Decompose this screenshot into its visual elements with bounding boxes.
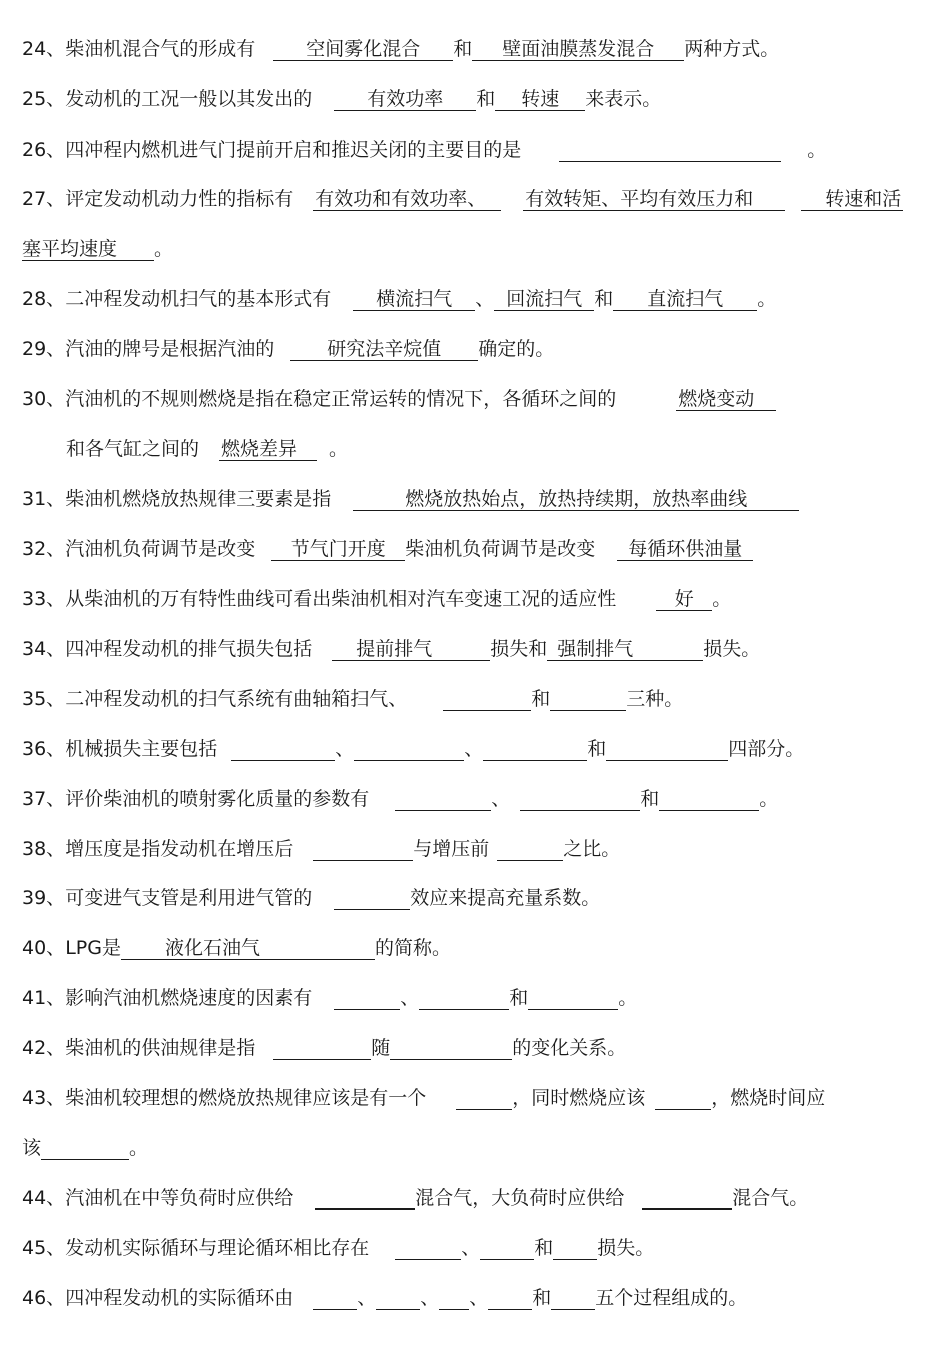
answer-blank <box>395 1237 461 1260</box>
question-text: 和 <box>587 738 607 760</box>
question-text: 机械损失主要包括 <box>65 738 218 760</box>
answer-blank <box>390 1037 512 1060</box>
answer-blank: 燃烧变动 <box>676 388 776 411</box>
question-number: 40、 <box>22 937 66 959</box>
question-36 <box>22 737 932 761</box>
question-text: 、 <box>491 788 511 810</box>
question-text: 损失。 <box>597 1237 655 1259</box>
question-27-continued <box>22 237 932 261</box>
question-text: 。 <box>618 987 638 1009</box>
question-text: ，同时燃烧应该 <box>512 1087 646 1109</box>
question-text: 二冲程发动机扫气的基本形式有 <box>65 288 332 310</box>
question-45 <box>22 1236 932 1260</box>
question-text: 该 <box>22 1137 42 1159</box>
question-text: 柴油机燃烧放热规律三要素是指 <box>65 488 332 510</box>
question-number: 25、 <box>22 88 66 110</box>
question-number: 37、 <box>22 788 66 810</box>
question-text: 、 <box>469 1287 489 1309</box>
question-number: 24、 <box>22 38 66 60</box>
question-text: 。 <box>807 139 827 161</box>
question-text: 的简称。 <box>374 937 451 959</box>
question-text: 确定的。 <box>478 338 555 360</box>
question-text: 和 <box>594 288 614 310</box>
answer-blank: 直流扫气 <box>613 288 757 311</box>
question-24 <box>22 37 932 61</box>
question-number: 41、 <box>22 987 66 1009</box>
question-text: 和 <box>509 987 529 1009</box>
answer-blank <box>642 1186 732 1210</box>
answer-blank <box>334 887 410 910</box>
question-text: 的变化关系。 <box>512 1037 627 1059</box>
question-number: 32、 <box>22 538 66 560</box>
question-32 <box>22 537 932 561</box>
question-text: 。 <box>759 788 779 810</box>
question-number: 27、 <box>22 188 66 210</box>
question-28 <box>22 287 932 311</box>
answer-blank: 液化石油气 <box>121 937 375 960</box>
answer-blank <box>315 1186 415 1210</box>
question-30-continued <box>66 437 950 461</box>
answer-blank: 强制排气 <box>547 638 703 661</box>
question-text: 损失。 <box>703 638 761 660</box>
question-number: 31、 <box>22 488 66 510</box>
question-text: 与增压前 <box>413 838 490 860</box>
answer-blank <box>273 1037 371 1060</box>
answer-blank <box>480 1237 534 1260</box>
answer-blank: 有效转矩、平均有效压力和 <box>523 188 785 211</box>
question-number: 42、 <box>22 1037 66 1059</box>
answer-blank <box>395 788 491 811</box>
answer-blank: 有效功和有效功率、 <box>313 188 501 211</box>
question-number: 30、 <box>22 388 66 410</box>
answer-blank: 节气门开度 <box>271 538 405 561</box>
answer-blank <box>354 738 464 761</box>
answer-blank: 燃烧差异 <box>219 438 317 461</box>
question-text: 发动机实际循环与理论循环相比存在 <box>65 1237 370 1259</box>
question-text: 汽油机的不规则燃烧是指在稳定正常运转的情况下，各循环之间的 <box>65 388 617 410</box>
question-text: 二冲程发动机的扫气系统有曲轴箱扫气、 <box>65 688 408 710</box>
question-text: 评定发动机动力性的指标有 <box>65 188 294 210</box>
question-number: 28、 <box>22 288 66 310</box>
question-text: 和 <box>531 688 551 710</box>
question-30 <box>22 387 932 411</box>
question-25 <box>22 87 932 111</box>
answer-blank: 回流扫气 <box>494 288 594 311</box>
question-text: 发动机的工况一般以其发出的 <box>65 88 313 110</box>
answer-blank <box>334 987 400 1010</box>
answer-blank: 好 <box>656 588 712 611</box>
question-37 <box>22 787 932 811</box>
answer-blank: 提前排气 <box>332 638 490 661</box>
answer-blank <box>551 1287 595 1310</box>
question-text: 柴油机较理想的燃烧放热规律应该是有一个 <box>65 1087 427 1109</box>
question-text: 五个过程组成的。 <box>595 1287 748 1309</box>
question-number: 26、 <box>22 139 66 161</box>
question-26 <box>22 138 932 162</box>
question-text: 、 <box>461 1237 481 1259</box>
question-46 <box>22 1286 932 1310</box>
answer-blank <box>231 738 335 761</box>
answer-blank <box>520 788 640 811</box>
question-31 <box>22 487 932 511</box>
question-text: 、 <box>400 987 420 1009</box>
question-text: ，燃烧时间应 <box>711 1087 826 1109</box>
answer-blank <box>659 788 759 811</box>
question-text: 四冲程发动机的实际循环由 <box>65 1287 294 1309</box>
answer-blank: 转速 <box>495 88 585 111</box>
question-text: 和 <box>476 88 496 110</box>
question-text: 。 <box>154 238 174 260</box>
question-40 <box>22 936 932 960</box>
question-number: 46、 <box>22 1287 66 1309</box>
question-44 <box>22 1186 932 1210</box>
answer-blank <box>313 838 413 861</box>
answer-blank <box>41 1137 129 1160</box>
question-text: 和 <box>453 38 473 60</box>
answer-blank <box>528 987 618 1010</box>
question-35 <box>22 687 932 711</box>
question-text: 从柴油机的万有特性曲线可看出柴油机相对汽车变速工况的适应性 <box>65 588 617 610</box>
question-text: 三种。 <box>626 688 684 710</box>
question-text: 柴油机的供油规律是指 <box>65 1037 256 1059</box>
question-text: 、 <box>420 1287 440 1309</box>
question-text: 损失和 <box>490 638 548 660</box>
question-text: 影响汽油机燃烧速度的因素有 <box>65 987 313 1009</box>
answer-blank <box>456 1087 512 1110</box>
question-text: 汽油机负荷调节是改变 <box>65 538 256 560</box>
question-text: 四冲程发动机的排气损失包括 <box>65 638 313 660</box>
question-number: 43、 <box>22 1087 66 1109</box>
question-text: 四冲程内燃机进气门提前开启和推迟关闭的主要目的是 <box>65 139 522 161</box>
answer-blank <box>550 688 626 711</box>
question-text: 、 <box>475 288 495 310</box>
question-text: 两种方式。 <box>684 38 780 60</box>
answer-blank: 塞平均速度 <box>22 238 154 261</box>
question-text: 混合气，大负荷时应供给 <box>415 1187 625 1209</box>
question-text: 。 <box>712 588 732 610</box>
question-text: 评价柴油机的喷射雾化质量的参数有 <box>65 788 370 810</box>
question-43-continued <box>22 1136 932 1160</box>
answer-blank <box>606 738 728 761</box>
question-33 <box>22 587 932 611</box>
question-42 <box>22 1036 932 1060</box>
answer-blank: 转速和活 <box>801 188 903 211</box>
question-text: 柴油机负荷调节是改变 <box>405 538 596 560</box>
question-number: 35、 <box>22 688 66 710</box>
answer-blank <box>553 1237 597 1260</box>
question-41 <box>22 986 932 1010</box>
question-text: 汽油机在中等负荷时应供给 <box>65 1187 294 1209</box>
question-text: 和 <box>532 1287 552 1309</box>
question-text: 和 <box>640 788 660 810</box>
answer-blank <box>443 688 531 711</box>
answer-blank: 有效功率 <box>334 88 476 111</box>
question-number: 45、 <box>22 1237 66 1259</box>
answer-blank: 每循环供油量 <box>617 538 753 561</box>
question-text: 之比。 <box>563 838 621 860</box>
answer-blank <box>419 987 509 1010</box>
question-text: 来表示。 <box>585 88 662 110</box>
question-text: 可变进气支管是利用进气管的 <box>65 887 313 909</box>
question-number: 34、 <box>22 638 66 660</box>
question-number: 29、 <box>22 338 66 360</box>
question-text: LPG是 <box>65 937 121 959</box>
answer-blank <box>439 1287 469 1310</box>
question-39 <box>22 886 932 910</box>
answer-blank <box>488 1287 532 1310</box>
question-text: 效应来提高充量系数。 <box>410 887 601 909</box>
answer-blank <box>483 738 587 761</box>
question-text: 。 <box>757 288 777 310</box>
answer-blank: 横流扫气 <box>353 288 475 311</box>
question-29 <box>22 337 932 361</box>
question-number: 36、 <box>22 738 66 760</box>
question-number: 33、 <box>22 588 66 610</box>
answer-blank: 壁面油膜蒸发混合 <box>472 38 684 61</box>
question-text: 。 <box>129 1137 149 1159</box>
question-text: 增压度是指发动机在增压后 <box>65 838 294 860</box>
question-27 <box>22 187 932 211</box>
question-text: 混合气。 <box>732 1187 809 1209</box>
answer-blank: 空间雾化混合 <box>273 38 453 61</box>
question-text: 汽油的牌号是根据汽油的 <box>65 338 275 360</box>
question-43 <box>22 1086 932 1110</box>
question-number: 39、 <box>22 887 66 909</box>
answer-blank <box>559 139 781 162</box>
question-text: 。 <box>329 438 349 460</box>
answer-blank: 燃烧放热始点，放热持续期，放热率曲线 <box>353 488 799 511</box>
question-text: 四部分。 <box>728 738 805 760</box>
question-number: 38、 <box>22 838 66 860</box>
answer-blank <box>655 1087 711 1110</box>
question-text: 、 <box>335 738 355 760</box>
answer-blank <box>376 1287 420 1310</box>
answer-blank: 研究法辛烷值 <box>290 338 478 361</box>
question-text: 随 <box>371 1037 391 1059</box>
question-text: 和各气缸之间的 <box>66 438 200 460</box>
answer-blank <box>313 1287 357 1310</box>
question-38 <box>22 837 932 861</box>
answer-blank <box>497 838 563 861</box>
question-34 <box>22 637 932 661</box>
question-text: 、 <box>357 1287 377 1309</box>
question-text: 和 <box>534 1237 554 1259</box>
question-text: 、 <box>464 738 484 760</box>
question-text: 柴油机混合气的形成有 <box>65 38 256 60</box>
question-number: 44、 <box>22 1187 66 1209</box>
